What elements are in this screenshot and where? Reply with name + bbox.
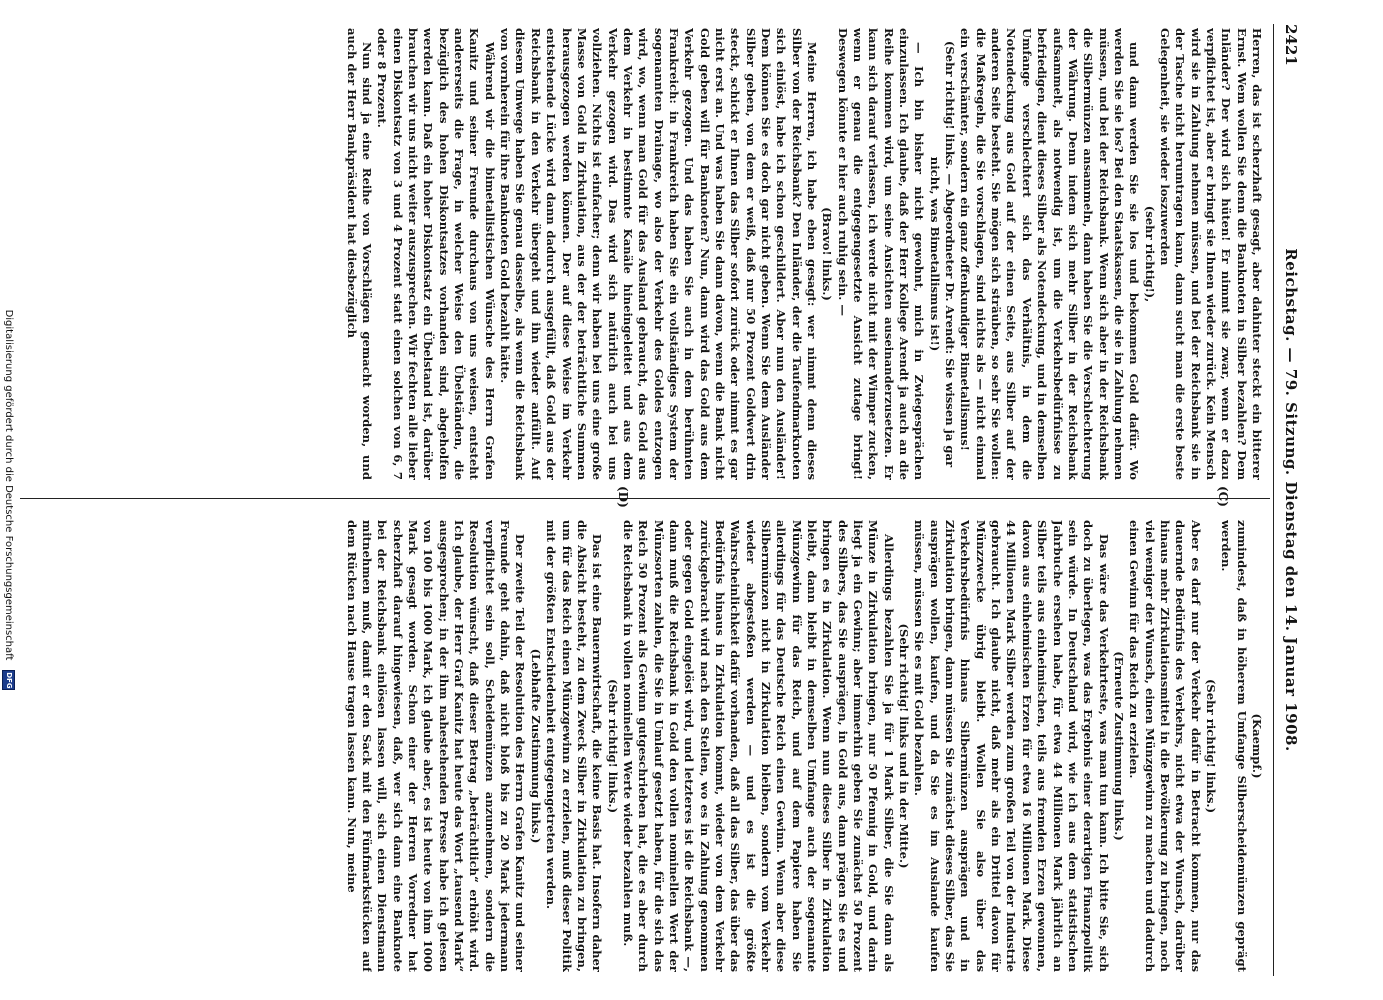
page-header <box>1274 24 1302 976</box>
margin-mark-c: (C) <box>1216 486 1230 507</box>
interjection: (Sehr richtig! links und in der Mitte.) <box>897 623 912 869</box>
interjection: (Sehr richtig! links.) <box>605 678 620 814</box>
page-footer <box>0 0 18 1000</box>
page-title: Reichstag. — 79. Sitzung. Dienstag den 14. Januar 1908. <box>1282 248 1300 752</box>
interjection: (Erneute Zustimmung links.) <box>1111 651 1126 841</box>
paragraph: Der zweite Teil der Resolution des Herrn Grafen Kanitz und seiner Freunde geht dahin, daß nicht bloß bis zu 20 Mark jedermann verpflichtet sein soll, Scheidemünzen anzunehmen, sondern die Resolution wünscht, daß dieser Betrag „beträchtlich“ erhöht wird. Ich glaube, der Herr Graf Kanitz hat heute das Wort „tausend Mark“ ausgesprochen; in der ihm nahestehenden Presse habe ich gelesen von 100 bis 1000 Mark, ich glaube aber, es ist heute von ihm 1000 Mark gesagt worden. Schon einer der Herren Vorredner hat scherzhaft darauf hingewiesen, daß, wer sich dann eine Banknote bei der Reichsbank einlösen lassen will, sich einen Dienstmann mitnehmen muß, damit er den Sack mit den Fünfmarkstücken auf dem Rücken nach Hause tragen lassen kann. Nun, meine <box>344 520 528 972</box>
interjection: (sehr richtig!), <box>1142 205 1157 303</box>
paragraph: Allerdings bezahlen Sie ja für 1 Mark Silber, die Sie dann als Münze in Zirkulation bringen, nur 50 Pfennig in Gold, und darin liegt ja ein Gewinn; aber immerhin geben Sie zunächst 50 Prozent des Silbers, das Sie ausprägen, in Gold aus, dann prägen Sie es und bringen es in Zirkulation. Wenn nun dieses Silber in Zirkulation bleibt, dann bleibt in demselben Umfange auch der sogenannte Münzgewinn für das Reich, und auf dem Papiere haben Sie allerdings für das Deutsche Reich einen Gewinn. Wenn aber diese Silbermünzen nicht in Zirkulation bleiben, sondern vom Verkehr wieder abgestoßen werden — und es ist die größte Wahrscheinlichkeit dafür vorhanden, daß all das Silber, das über das Bedürfnis hinaus in Zirkulation kommt, wieder von dem Verkehr zurückgebracht wird nach den Stellen, wo es in Zahlung genommen oder gegen Gold eingelöst wird, und letzteres ist die Reichsbank —, dann muß die Reichsbank in Gold den vollen nominellen Wert der Münzsorten zahlen, die Sie in Umlauf gesetzt haben, für die sich das Reich 50 Prozent als Gewinn gutgeschrieben hat, die es aber durch die Reichsbank in vollen nominellen Werte wieder bezahlen muß. <box>620 520 896 972</box>
paragraph: Das ist eine Bauernwirtschaft, die keine Basis hat. Insofern daher die Absicht besteht, zu dem Zweck Silber in Zirkulation zu bringen, um für das Reich einen Münzgewinn zu erzielen, muß dieser Politik mit der größten Entschiedenheit entgegengetreten werden. <box>544 520 605 972</box>
paragraph: und dann werden Sie sie los und bekommen Gold dafür. Wo werden Sie sie los? Bei den Staatskassen, die sie in Zahlung nehmen müssen, und bei der Reichsbank. Wenn sich aber in der Reichsbank die Silbermünzen ansammeln, dann haben Sie die Verschlechterung der Währung. Denn indem sich mehr Silber in der Reichsbank aufsammelt, als notwendig ist, um die Verkehrsbedürfnisse zu befriedigen, dient dieses Silber als Notendeckung, und in demselben Umfange verschlechtert sich das Verhältnis, in dem die Notendeckung aus Gold auf der einen Seite, aus Silber auf der anderen Seite besteht. Sie mögen sich sträuben, so sehr Sie wollen: die Maßregeln, die Sie vorschlagen, sind nichts als — nicht einmal ein verschämter, sondern ein ganz offenkundiger Bimetallismus! <box>958 28 1142 480</box>
paragraph: — Ich bin bisher nicht gewohnt, mich in Zwiegesprächen einzulassen. Ich glaube, daß der Herr Kollege Arendt ja auch an die Reihe kommen wird, um seine Ansichten auseinanderzusetzen. Er kann sich darauf verlassen, ich werde nicht mit der Wimper zucken, wenn er genau die entgegengesetzte Ansicht zutage bringt! Deswegen könnte er hier auch ruhig sein. — <box>835 28 927 480</box>
right-page-column <box>20 28 1264 480</box>
header-rule <box>1273 24 1274 976</box>
interjection: (Sehr richtig! links.) <box>1203 678 1218 814</box>
paragraph: Aber es darf nur der Verkehr dafür in Betracht kommen, nur das dauernde Bedürfnis des Verkehrs, nicht etwa der Wunsch, darüber hinaus mehr Zirkulationsmittel in die Bevölkerung zu bringen, noch viel weniger der Wunsch, einen Münzgewinn zu machen und dadurch einen Gewinn für das Reich zu erzielen. <box>1127 520 1203 972</box>
interjection: (Sehr richtig! links. — Abgeordneter Dr. Arendt: Sie wissen ja gar nicht, was Bimetallismus ist!) <box>927 40 958 468</box>
dfg-logo-icon: DFG <box>3 670 16 690</box>
interjection: (Kaempf.) <box>1250 713 1264 779</box>
paragraph: Während wir die bimetallistischen Wünsche des Herrn Grafen Kanitz und seiner Freunde durchaus von uns weisen, entsteht andererseits die Frage, in welcher Weise den Übelständen, die bezüglich des hohen Diskontsatzes vorhanden sind, abgeholfen werden kann. Daß ein hoher Diskontsatz ein Übelstand ist, darüber brauchen wir uns nicht weiter auszusprechen. Wir fechten alle lieber einen Diskontsatz von 3 und 4 Prozent statt einen solchen von 6, 7 oder 8 Prozent. <box>375 28 497 480</box>
margin-mark-d: (D) <box>616 486 630 508</box>
paragraph: Herren, das ist scherzhaft gesagt, aber dahinter steckt ein bitterer Ernst. Wem wollen Sie denn die Banknoten in Silber bezahlen? Dem Inländer? Der wird sich hüten! Er nimmt sie zwar, wenn er dazu verpflichtet ist, aber er bringt sie Ihnen wieder zurück. Kein Mensch wird sie in Zahlung nehmen müssen, und bei der Reichsbank sie in der Tasche nicht herumtragen kann, dann sucht man die erste beste Gelegenheit, sie wieder loszuwerden <box>1157 28 1264 480</box>
paragraph: Nun sind ja eine Reihe von Vorschlägen gemacht worden, und auch der Herr Bankpräsident hat diesbezüglich <box>344 28 375 480</box>
interjection: (Bravo! links.) <box>820 207 835 301</box>
interjection: (Lebhafte Zustimmung links.) <box>528 648 543 844</box>
paragraph: zumindest, daß in höherem Umfange Silberscheidemünzen geprägt werden. <box>1219 520 1249 972</box>
paragraph: Das wäre das Verkehrteste, was man tun kann. Ich bitte Sie, sich doch zu überlegen, was das Ergebnis einer derartigen Finanzpolitik sein würde. In Deutschland wird, wie ich aus dem statistischen Jahrbuche ersehen habe, für etwa 44 Millionen Mark jährlich an Silber teils aus einheimischen, teils aus fremden Erzen gewonnen, davon aus einheimischen Erzen für etwa 16 Millionen Mark. Diese 44 Millionen Mark Silber werden zum großen Teil von der Industrie gebraucht. Ich glaube nicht, daß mehr als ein Drittel davon für Münzzwecke übrig bleibt. Wollen Sie also über das Verkehrsbedürfnis hinaus Silbermünzen ausprägen und in Zirkulation bringen, dann müssen Sie zunächst dieses Silber, das Sie ausprägen wollen, kaufen, und da Sie es im Auslande kaufen müssen, müssen Sie es mit Gold bezahlen. <box>912 520 1111 972</box>
left-page-column <box>20 520 1264 972</box>
page-number: 2421 <box>1282 24 1300 66</box>
column-divider <box>20 498 1270 499</box>
dfg-credit: Digitalisierung gefördert durch die Deutsche Forschungsgemeinschaft <box>3 309 15 661</box>
paragraph: Meine Herren, ich habe eben gesagt: wer nimmt denn dieses Silber von der Reichsbank? Den Inländer, der die Taufendmarknoten sich einlöst, habe ich schon geschildert. Aber nun den Ausländer! Dem können Sie es doch gar nicht geben. Wenn Sie dem Ausländer Silber geben, von dem er weiß, daß nur 50 Prozent Goldwert drin steckt, schickt er Ihnen das Silber sofort zurück oder nimmt es gar nicht erst an. Und was haben Sie dann davon, wenn die Bank nicht Gold geben will für Banknoten? Nun, dann wird das Gold aus dem Verkehr gezogen. Und das haben Sie auch in dem berühmten Frankreich: in Frankreich haben Sie ein vollständiges System der sogenannten Drainage, wo also der Verkehr des Goldes entzogen wird, wo, wenn man Gold für das Ausland gebraucht, das Gold aus dem Verkehr in bestimmte Kanäle hineingeleitet und aus dem Verkehr gezogen wird. Das wird sich natürlich auch bei uns vollziehen. Nichts ist einfacher; denn wir haben bei uns eine große Masse von Gold in Zirkulation, aus der der beträchtliche Summen herausgezogen werden können. Der auf diese Weise im Verkehr entstehende Lücke wird dann dadurch ausgefüllt, daß Gold aus der Reichsbank in den Verkehr übergeht und ihn wieder anfüllt. Auf diesem Umwege haben Sie genau dasselbe, als wenn die Reichsbank von vornherein für ihre Banknoten Gold bezahlt hätte. <box>498 28 820 480</box>
